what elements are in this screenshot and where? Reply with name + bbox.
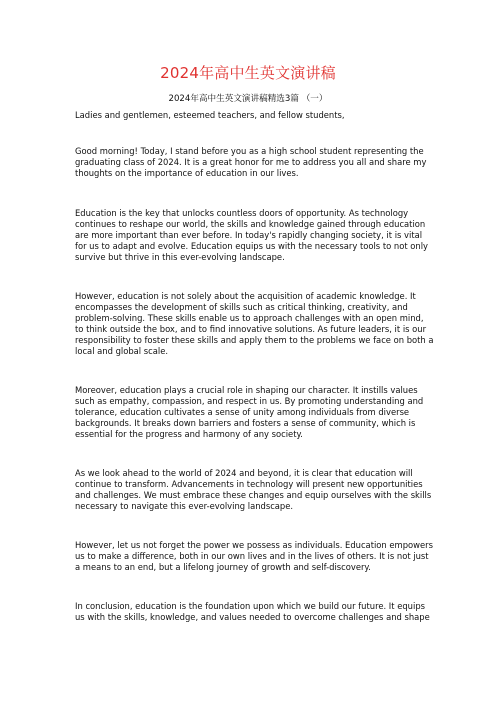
document-subtitle: 2024年高中生英文演讲稿精选3篇 （一） xyxy=(168,94,328,104)
text-line: for us to adapt and evolve. Education equips us with the necessary tools to not only xyxy=(75,241,428,251)
text-line: However, education is not solely about the acquisition of academic knowledge. It xyxy=(75,291,416,301)
text-line: such as empathy, compassion, and respect in us. By promoting understanding and xyxy=(75,396,424,406)
text-line: responsibility to foster these skills and apply them to the problems we face on both a xyxy=(75,335,434,345)
text-line: us to make a difference, both in our own lives and in the lives of others. It is not just xyxy=(75,551,429,561)
text-line: thoughts on the importance of education in our lives. xyxy=(75,168,299,178)
text-line: Good morning! Today, I stand before you as a high school student representing the xyxy=(75,146,424,156)
paragraph-skills xyxy=(75,291,434,357)
text-line: local and global scale. xyxy=(75,346,169,356)
text-line: are more important than ever before. In today's rapidly changing society, it is vital xyxy=(75,230,423,240)
text-line: Moreover, education plays a crucial role in shaping our character. It instills values xyxy=(75,385,418,395)
text-line: graduating class of 2024. It is a great honor for me to address you all and share my xyxy=(75,157,427,167)
paragraph-greeting xyxy=(75,110,425,121)
paragraph-character xyxy=(75,385,425,440)
paragraph-future xyxy=(75,468,432,512)
text-line: In conclusion, education is the foundation upon which we build our future. It equips xyxy=(75,601,425,611)
text-line: problem-solving. These skills enable us to approach challenges with an open mind, xyxy=(75,313,424,323)
text-line: encompasses the development of skills such as critical thinking, creativity, and xyxy=(75,302,408,312)
text-line: continue to transform. Advancements in technology will present new opportunities xyxy=(75,479,423,489)
text-line: to think outside the box, and to find innovative solutions. As future leaders, it is our xyxy=(75,324,427,334)
paragraph-conclusion xyxy=(75,601,430,623)
text-line: survive but thrive in this ever-evolving landscape. xyxy=(75,252,285,262)
text-line: However, let us not forget the power we possess as individuals. Education empowers xyxy=(75,540,433,550)
text-line: Ladies and gentlemen, esteemed teachers, and fellow students, xyxy=(75,110,345,120)
text-line: tolerance, education cultivates a sense of unity among individuals from diverse xyxy=(75,407,410,417)
text-line: a means to an end, but a lifelong journey of growth and self-discovery. xyxy=(75,562,371,572)
text-line: continues to reshape our world, the skills and knowledge gained through education xyxy=(75,219,426,229)
text-line: As we look ahead to the world of 2024 and beyond, it is clear that education will xyxy=(75,468,413,478)
document-title: 2024年高中生英文演讲稿 xyxy=(160,64,336,82)
paragraph-intro xyxy=(75,146,425,179)
text-line: backgrounds. It breaks down barriers and fosters a sense of community, which is xyxy=(75,418,416,428)
text-line: us with the skills, knowledge, and values needed to overcome challenges and shape xyxy=(75,612,430,622)
text-line: necessary to navigate this ever-evolving landscape. xyxy=(75,501,294,511)
paragraph-individuals xyxy=(75,540,433,573)
paragraph-education-key xyxy=(75,208,428,263)
text-line: essential for the progress and harmony of any society. xyxy=(75,429,303,439)
text-line: and challenges. We must embrace these changes and equip ourselves with the skills xyxy=(75,490,432,500)
text-line: Education is the key that unlocks countless doors of opportunity. As technology xyxy=(75,208,409,218)
